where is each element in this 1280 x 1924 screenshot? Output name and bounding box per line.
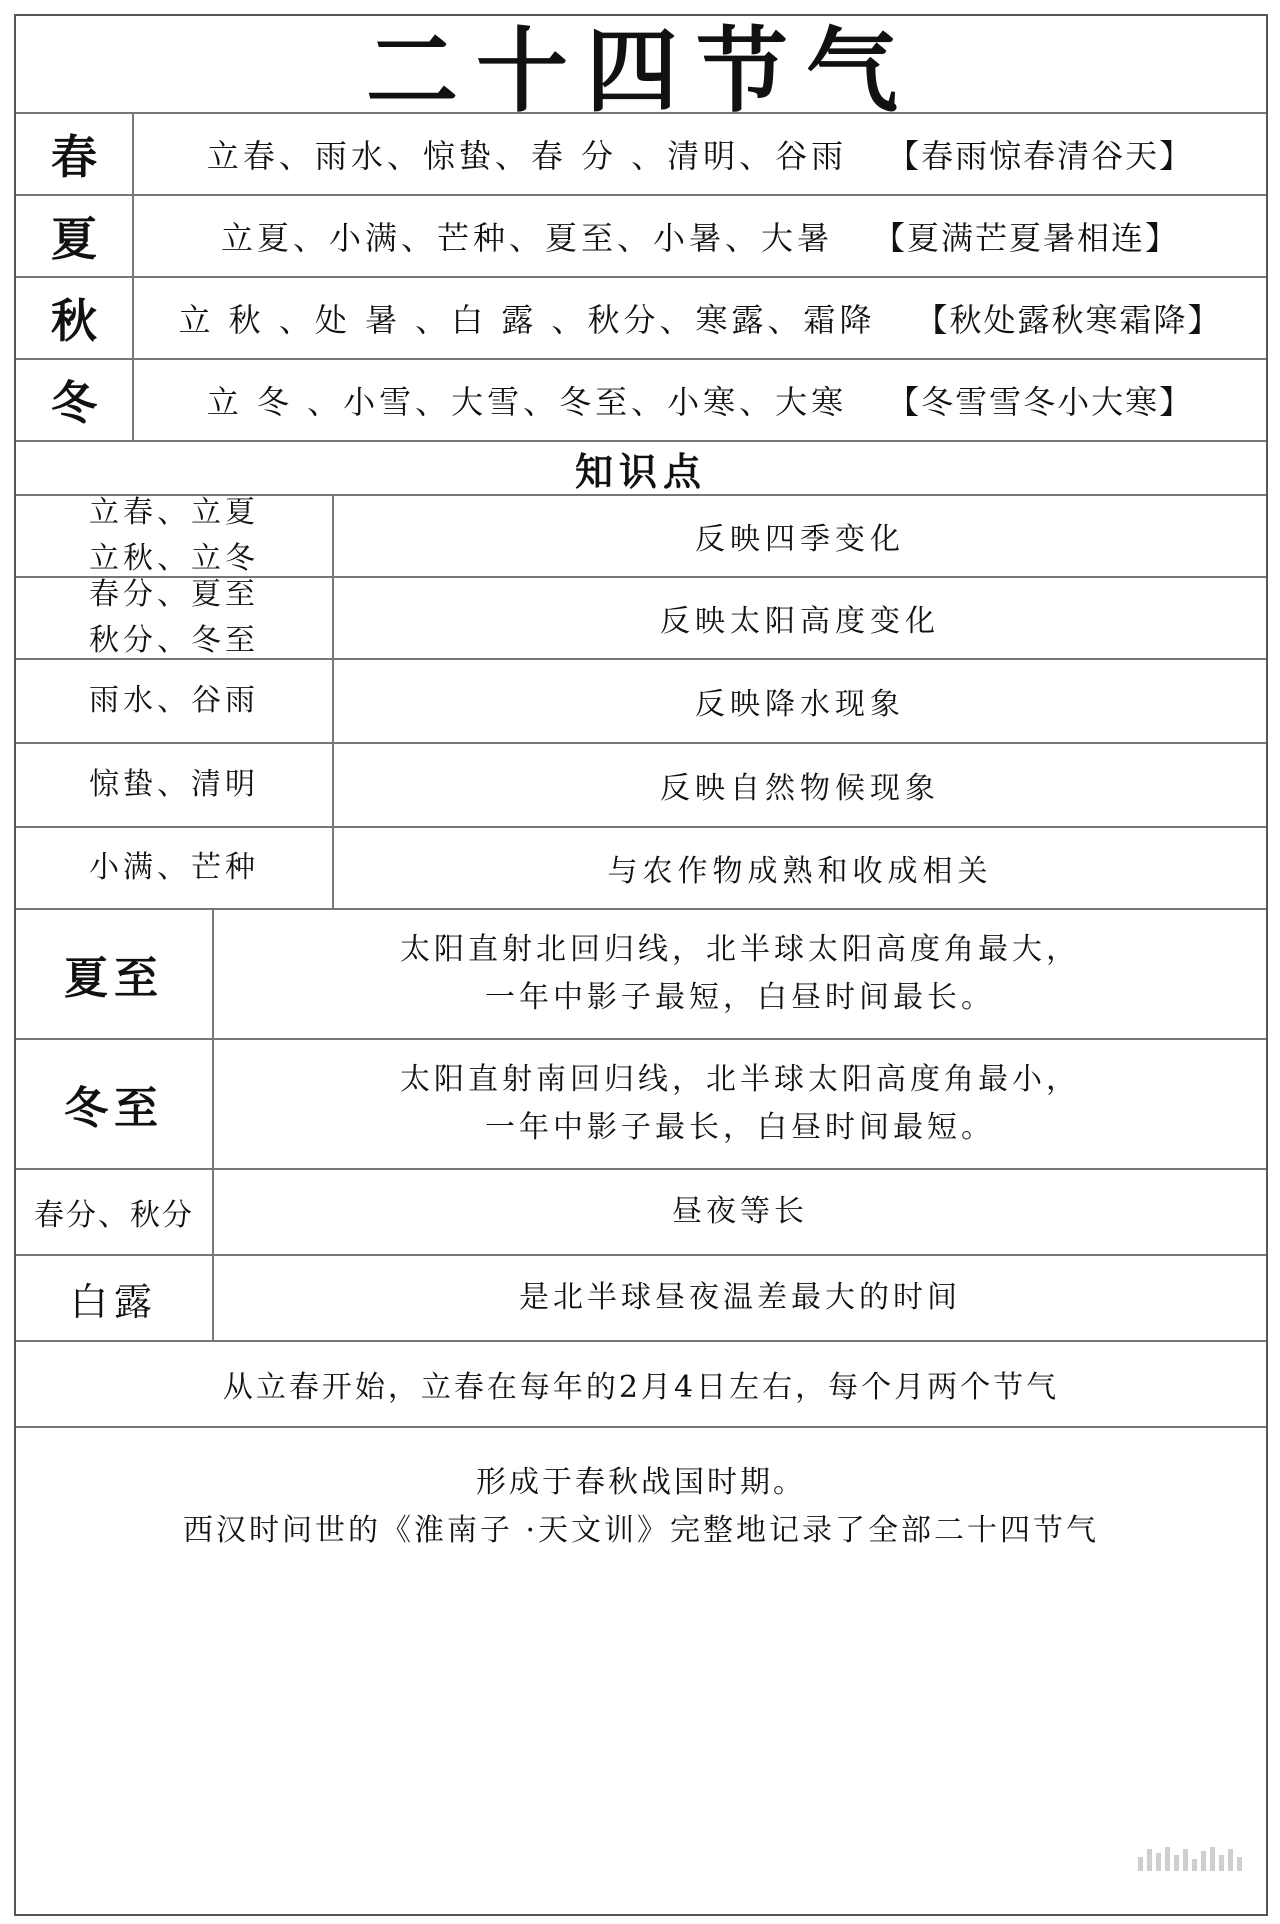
solar-desc — [214, 910, 1266, 1038]
knowledge-terms-line: 立秋、立冬 — [89, 541, 259, 576]
solar-label: 夏至 — [16, 910, 214, 1038]
knowledge-terms-line: 秋分、冬至 — [89, 623, 259, 658]
solar-label: 春分、秋分 — [16, 1170, 214, 1254]
knowledge-desc: 反映四季变化 — [695, 522, 905, 557]
knowledge-terms — [16, 496, 334, 576]
season-row-autumn — [16, 278, 1266, 360]
season-terms: 立春、雨水、惊蛰、春 分 、清明、谷雨 — [206, 137, 848, 175]
season-row-summer — [16, 196, 1266, 278]
season-terms: 立 冬 、小雪、大雪、冬至、小寒、大寒 — [206, 383, 848, 421]
season-content — [134, 196, 1266, 276]
season-label: 春 — [16, 114, 134, 194]
knowledge-row — [16, 660, 1266, 744]
knowledge-terms-line: 立春、立夏 — [89, 495, 259, 530]
knowledge-terms — [16, 660, 334, 742]
season-terms: 立 秋 、处 暑 、白 露 、秋分、寒露、霜降 — [178, 301, 876, 339]
season-content — [134, 360, 1266, 440]
solar-row — [16, 1256, 1266, 1342]
knowledge-desc: 反映降水现象 — [695, 687, 905, 722]
season-mnemonic: 【冬雪雪冬小大寒】 — [887, 383, 1194, 421]
season-row-winter — [16, 360, 1266, 442]
history-line: 西汉时问世的《淮南子 ·天文训》完整地记录了全部二十四节气 — [182, 1513, 1100, 1548]
solar-terms-table — [14, 14, 1268, 1916]
knowledge-terms-line: 小满、芒种 — [89, 850, 259, 885]
knowledge-row — [16, 828, 1266, 910]
solar-desc-line: 是北半球昼夜温差最大的时间 — [519, 1280, 961, 1315]
knowledge-terms-line: 惊蛰、清明 — [89, 767, 259, 802]
solar-desc-line: 一年中影子最短，白昼时间最长。 — [485, 980, 995, 1015]
solar-row — [16, 1170, 1266, 1256]
season-label: 夏 — [16, 196, 134, 276]
season-content — [134, 278, 1266, 358]
history-line: 形成于春秋战国时期。 — [476, 1465, 806, 1500]
note-text: 从立春开始，立春在每年的2月4日左右，每个月两个节气 — [222, 1370, 1060, 1405]
knowledge-desc: 与农作物成熟和收成相关 — [607, 854, 993, 889]
knowledge-row — [16, 496, 1266, 578]
knowledge-heading: 知识点 — [574, 448, 707, 494]
solar-row — [16, 1040, 1266, 1170]
season-terms: 立夏、小满、芒种、夏至、小暑、大暑 — [220, 219, 833, 257]
page-title: 二十四节气 — [365, 18, 916, 125]
knowledge-terms — [16, 578, 334, 658]
solar-desc — [214, 1256, 1266, 1340]
solar-desc-line: 一年中影子最长，白昼时间最短。 — [485, 1110, 995, 1145]
solar-desc-line: 太阳直射南回归线，北半球太阳高度角最小， — [400, 1062, 1080, 1097]
title-row — [16, 16, 1266, 125]
history-row — [16, 1428, 1266, 1914]
solar-desc-line: 昼夜等长 — [672, 1194, 808, 1229]
solar-desc — [214, 1040, 1266, 1168]
knowledge-terms — [16, 828, 334, 908]
knowledge-terms-line: 雨水、谷雨 — [89, 683, 259, 718]
knowledge-terms-line: 春分、夏至 — [89, 577, 259, 612]
season-label: 冬 — [16, 360, 134, 440]
knowledge-row — [16, 744, 1266, 828]
season-content — [134, 114, 1266, 194]
season-mnemonic: 【秋处露秋寒霜降】 — [915, 301, 1222, 339]
season-mnemonic: 【春雨惊春清谷天】 — [887, 137, 1194, 175]
solar-desc — [214, 1170, 1266, 1254]
knowledge-desc: 反映太阳高度变化 — [660, 604, 940, 639]
knowledge-desc: 反映自然物候现象 — [660, 771, 940, 806]
solar-row — [16, 910, 1266, 1040]
solar-desc-line: 太阳直射北回归线，北半球太阳高度角最大， — [400, 932, 1080, 967]
solar-label: 冬至 — [16, 1040, 214, 1168]
season-label: 秋 — [16, 278, 134, 358]
knowledge-row — [16, 578, 1266, 660]
knowledge-heading-row — [16, 442, 1266, 496]
history-text — [16, 1442, 1266, 1572]
watermark-bars-icon — [1138, 1847, 1242, 1871]
season-row-spring — [16, 114, 1266, 196]
solar-label: 白露 — [16, 1256, 214, 1340]
season-mnemonic: 【夏满芒夏暑相连】 — [873, 219, 1180, 257]
knowledge-terms — [16, 744, 334, 826]
note-row — [16, 1342, 1266, 1428]
